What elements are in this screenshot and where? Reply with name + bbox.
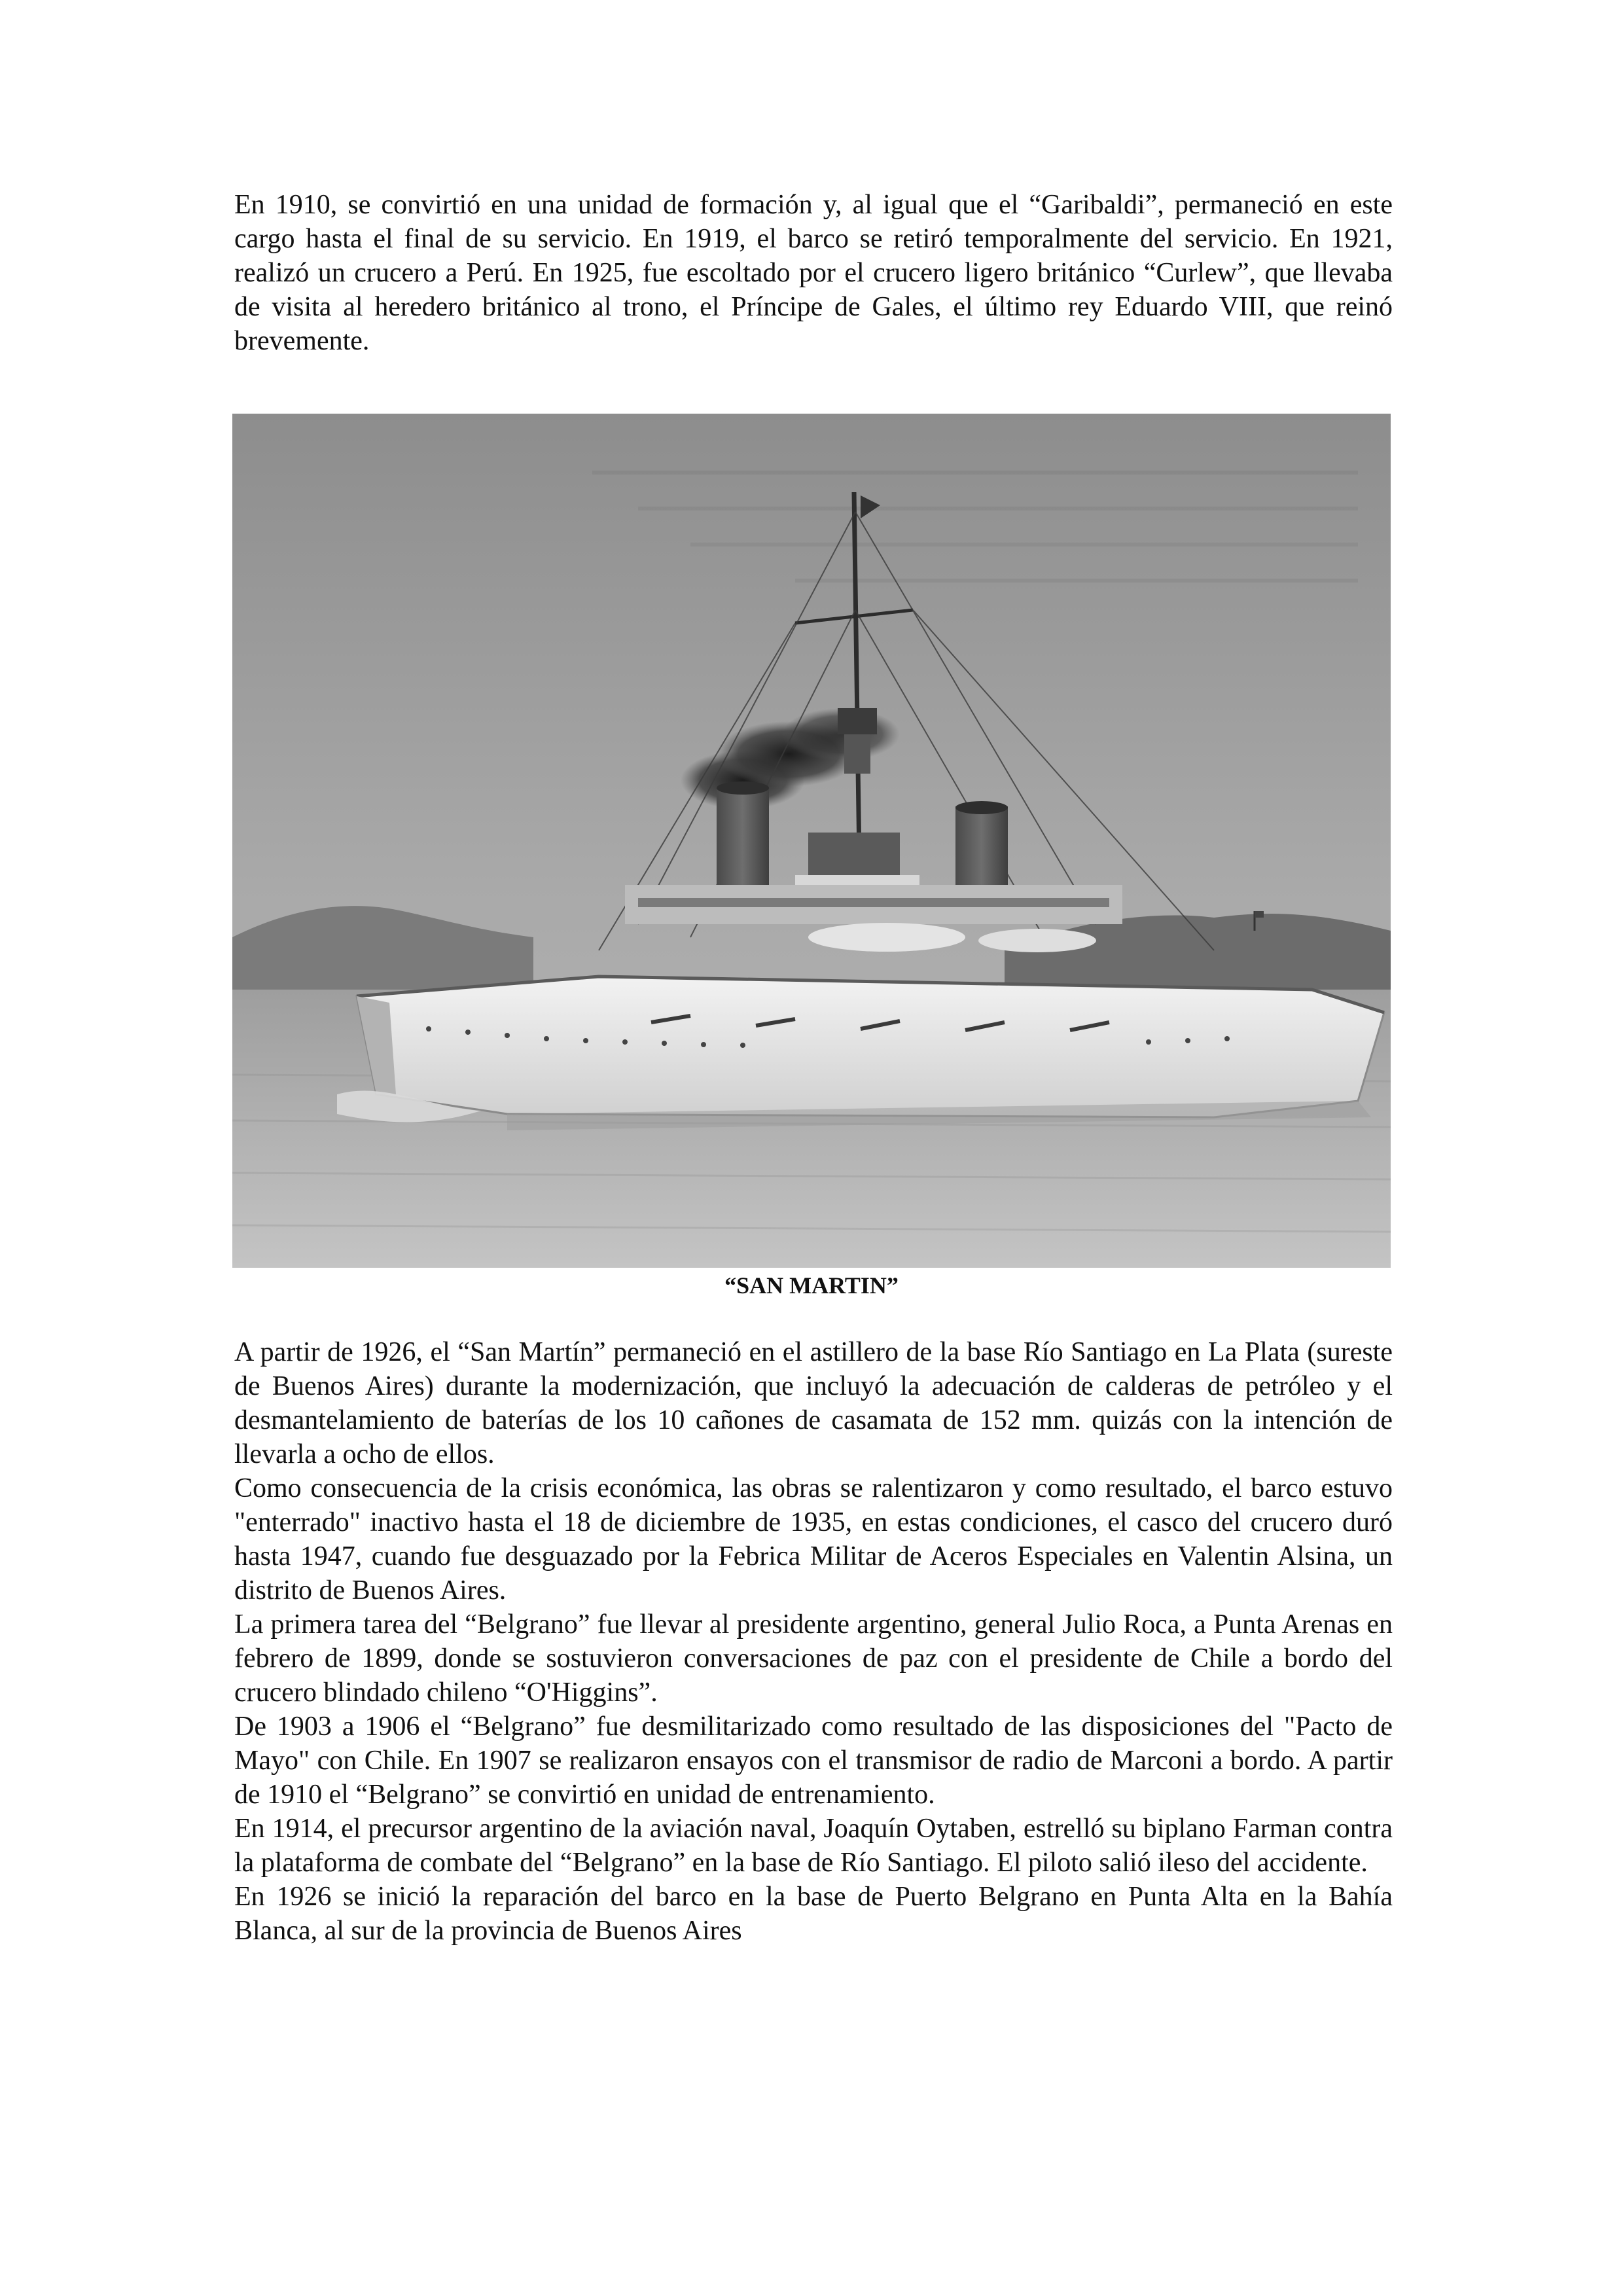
paragraph: Como consecuencia de la crisis económica, las obras se ralentizaron y como resultado, el barco estuvo "enterrado" inactivo hasta el 18 de diciembre de 1935, en estas condiciones, el casco del crucero duró hasta 1947, cuando fue desguazado por la Febrica Militar de Aceros Especiales en Valentin Alsina, un distrito de Buenos Aires. [234, 1473, 1393, 1605]
paragraph: La primera tarea del “Belgrano” fue llevar al presidente argentino, general Julio Roca, a Punta Arenas en febrero de 1899, donde se sostuvieron conversaciones de paz con el presidente de Chile a bordo del crucero blindado chileno “O'Higgins”. [234, 1609, 1393, 1708]
bridge [808, 833, 900, 878]
ship-photo [232, 414, 1391, 1268]
figure-caption: “SAN MARTIN” [724, 1272, 899, 1299]
hull [357, 977, 1384, 1117]
intro-paragraph: En 1910, se convirtió en una unidad de formación y, al igual que el “Garibaldi”, permaneció en este cargo hasta el final de su servicio. En 1919, el barco se retiró temporalmente del servicio. En 1921, realizó un crucero a Perú. En 1925, fue escoltado por el crucero ligero británico “Curlew”, que llevaba de visita al heredero británico al trono, el Príncipe de Gales, el último rey Eduardo VIII, que reinó brevemente. [234, 190, 1393, 356]
paragraph: En 1914, el precursor argentino de la aviación naval, Joaquín Oytaben, estrelló su biplano Farman contra la plataforma de combate del “Belgrano” en la base de Río Santiago. El piloto salió ileso del accidente. [234, 1814, 1393, 1878]
paragraph: En 1926 se inició la reparación del barco en la base de Puerto Belgrano en Punta Alta en la Bahía Blanca, al sur de la provincia de Buenos Aires [234, 1882, 1393, 1946]
paragraph: A partir de 1926, el “San Martín” permaneció en el astillero de la base Río Santiago en La Plata (sureste de Buenos Aires) durante la modernización, que incluyó la adecuación de calderas de petróleo y el desmantelamiento de baterías de los 10 cañones de casamata de 152 mm. quizás con la intención de llevarla a ocho de ellos. [234, 1337, 1393, 1469]
san-martin-cruiser-image [232, 414, 1391, 1268]
body-text [234, 1335, 1393, 1948]
paragraph: De 1903 a 1906 el “Belgrano” fue desmilitarizado como resultado de las disposiciones del "Pacto de Mayo" con Chile. En 1907 se realizaron ensayos con el transmisor de radio de Marconi a bordo. A partir de 1910 el “Belgrano” se convirtió en unidad de entrenamiento. [234, 1712, 1393, 1810]
